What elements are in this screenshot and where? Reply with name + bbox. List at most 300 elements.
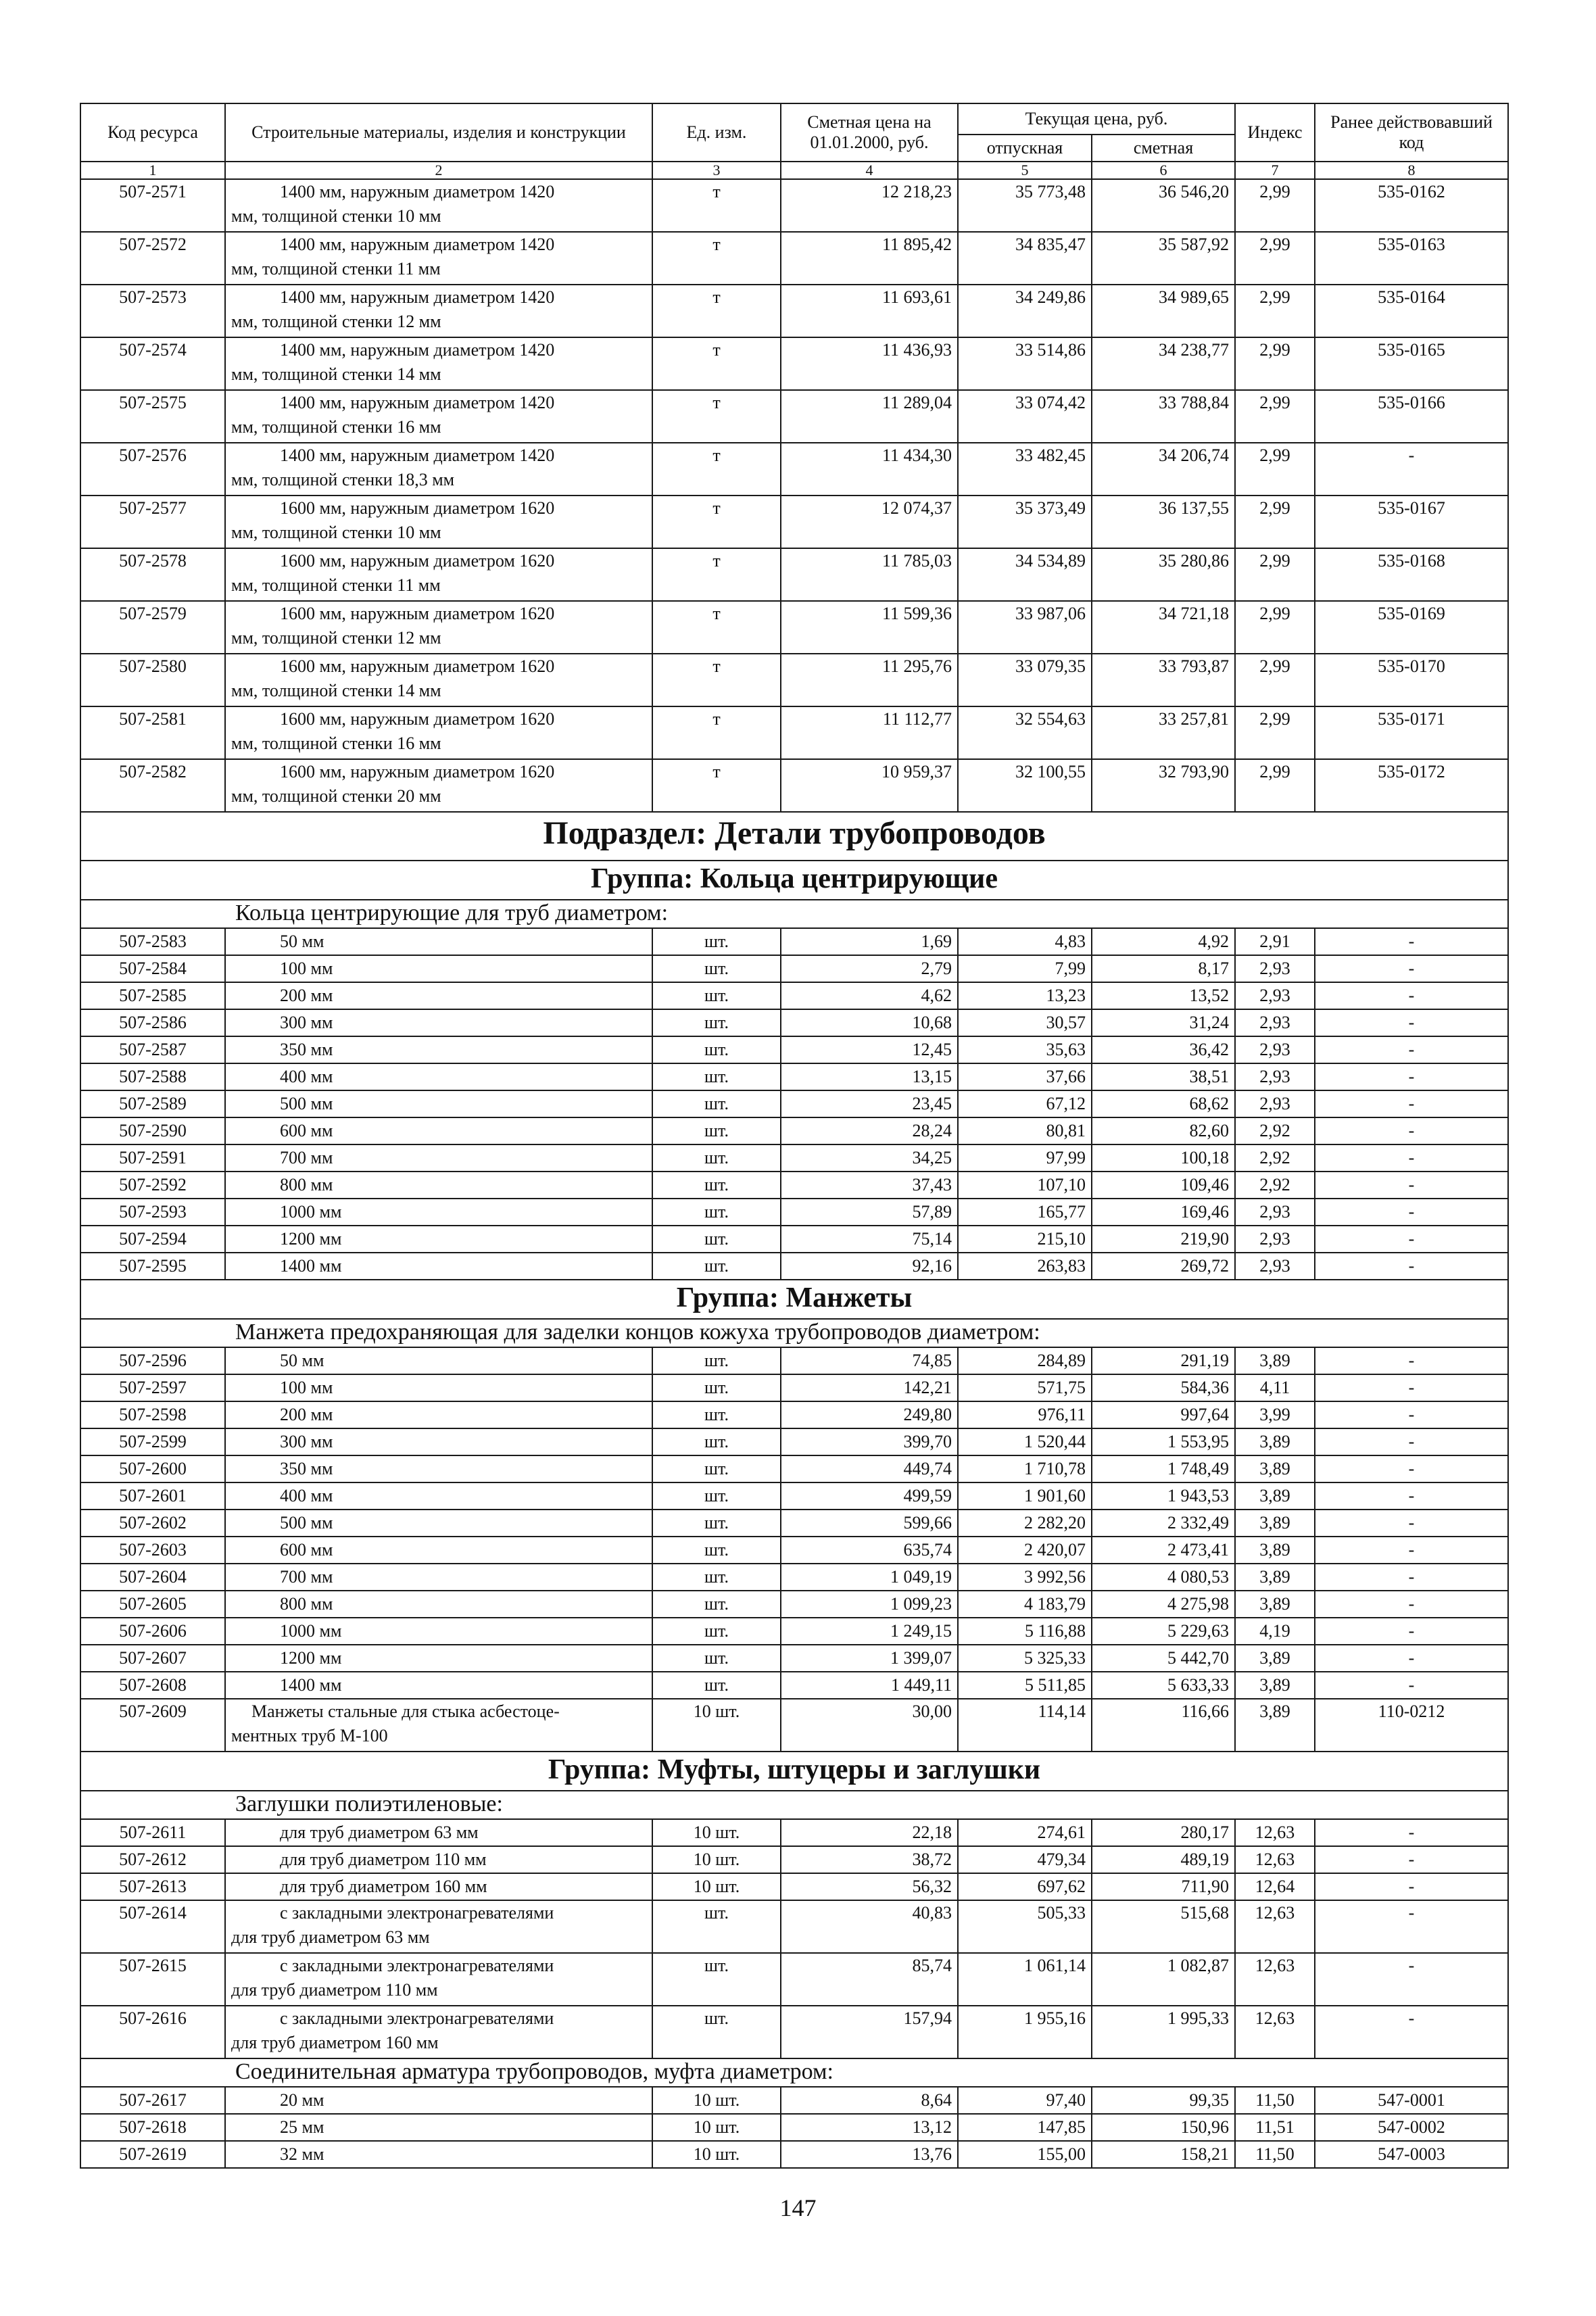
price-index: 11,50: [1235, 2087, 1315, 2114]
old-code: 535-0166: [1315, 390, 1508, 443]
wholesale-price: 5 116,88: [958, 1618, 1092, 1645]
old-code: -: [1315, 1090, 1508, 1117]
estimate-price: 33 793,87: [1092, 654, 1235, 706]
resource-name-line2: мм, толщиной стенки 12 мм: [231, 312, 441, 331]
estimate-price: 34 206,74: [1092, 443, 1235, 496]
table-row: [80, 1645, 1508, 1672]
estimate-price: 150,96: [1092, 2114, 1235, 2141]
table-header: [80, 103, 1508, 179]
table-row: [80, 1482, 1508, 1510]
price-index: 2,93: [1235, 1036, 1315, 1063]
price-index: 11,51: [1235, 2114, 1315, 2141]
resource-name: [225, 1428, 652, 1455]
price-index: 2,99: [1235, 601, 1315, 654]
base-price: 1 249,15: [781, 1618, 958, 1645]
column-number: 8: [1315, 162, 1508, 179]
price-index: 12,63: [1235, 2006, 1315, 2058]
resource-name-text: 1400 мм: [280, 1675, 342, 1695]
unit: т: [652, 337, 781, 390]
base-price: 11 289,04: [781, 390, 958, 443]
table-row: [80, 1428, 1508, 1455]
resource-name-text: 50 мм: [280, 932, 324, 951]
old-code: -: [1315, 1645, 1508, 1672]
resource-name-line1: с закладными электронагревателями: [280, 1956, 554, 1975]
table-row: [80, 1873, 1508, 1900]
table-row: [80, 2087, 1508, 2114]
estimate-price: 100,18: [1092, 1144, 1235, 1172]
base-price: 12,45: [781, 1036, 958, 1063]
wholesale-price: 7,99: [958, 955, 1092, 982]
price-index: 2,99: [1235, 706, 1315, 759]
resource-name-line2: мм, толщиной стенки 18,3 мм: [231, 470, 455, 489]
table-row: [80, 1117, 1508, 1144]
resource-name: [225, 1455, 652, 1482]
base-price: 85,74: [781, 1953, 958, 2006]
base-price: 11 434,30: [781, 443, 958, 496]
old-code: -: [1315, 1537, 1508, 1564]
table-row: [80, 496, 1508, 548]
table-row: [80, 337, 1508, 390]
resource-code: 507-2603: [80, 1537, 225, 1564]
resource-code: 507-2578: [80, 548, 225, 601]
resource-name: [225, 1672, 652, 1699]
price-index: 3,89: [1235, 1537, 1315, 1564]
old-code: -: [1315, 1063, 1508, 1090]
wholesale-price: 33 514,86: [958, 337, 1092, 390]
estimate-price: 32 793,90: [1092, 759, 1235, 812]
table-row: [80, 179, 1508, 232]
table-row: [80, 1144, 1508, 1172]
resource-name-text: 1200 мм: [280, 1648, 342, 1668]
wholesale-price: 479,34: [958, 1846, 1092, 1873]
resource-name-text: 500 мм: [280, 1513, 333, 1533]
resource-name: [225, 1482, 652, 1510]
resource-name: [225, 179, 652, 232]
resource-name: [225, 1226, 652, 1253]
unit: шт.: [652, 1063, 781, 1090]
resource-code: 507-2619: [80, 2141, 225, 2168]
price-index: 3,89: [1235, 1482, 1315, 1510]
price-index: 11,50: [1235, 2141, 1315, 2168]
base-price: 11 295,76: [781, 654, 958, 706]
wholesale-price: 215,10: [958, 1226, 1092, 1253]
old-code: -: [1315, 1618, 1508, 1645]
old-code: 535-0163: [1315, 232, 1508, 285]
resource-name: [225, 548, 652, 601]
wholesale-price: 976,11: [958, 1401, 1092, 1428]
base-price: 28,24: [781, 1117, 958, 1144]
price-index: 12,63: [1235, 1953, 1315, 2006]
price-index: 3,99: [1235, 1401, 1315, 1428]
unit: 10 шт.: [652, 1699, 781, 1752]
resource-name-line1: 1600 мм, наружным диаметром 1620: [280, 551, 555, 571]
resource-code: 507-2577: [80, 496, 225, 548]
unit: т: [652, 654, 781, 706]
wholesale-price: 114,14: [958, 1699, 1092, 1752]
wholesale-price: 155,00: [958, 2141, 1092, 2168]
resource-name-text: 100 мм: [280, 1378, 333, 1397]
resource-name: [225, 2006, 652, 2058]
table-row: [80, 1063, 1508, 1090]
price-table: [80, 103, 1509, 2169]
group-subtitle-row: [80, 2058, 1508, 2087]
group-subtitle-row: [80, 1791, 1508, 1819]
estimate-price: 515,68: [1092, 1900, 1235, 1953]
group-subtitle: Манжета предохраняющая для заделки концов кожуха трубопроводов диаметром:: [80, 1319, 1508, 1347]
price-index: 3,89: [1235, 1510, 1315, 1537]
estimate-price: 8,17: [1092, 955, 1235, 982]
resource-code: 507-2604: [80, 1564, 225, 1591]
price-index: 3,89: [1235, 1347, 1315, 1374]
resource-code: 507-2583: [80, 928, 225, 955]
resource-name: [225, 1900, 652, 1953]
unit: т: [652, 548, 781, 601]
group-title-row: [80, 1752, 1508, 1791]
price-index: 3,89: [1235, 1645, 1315, 1672]
wholesale-price: 1 955,16: [958, 2006, 1092, 2058]
resource-code: 507-2571: [80, 179, 225, 232]
table-row: [80, 1090, 1508, 1117]
resource-name-text: 32 мм: [280, 2144, 324, 2164]
resource-name: [225, 1253, 652, 1280]
resource-name: [225, 1618, 652, 1645]
base-price: 13,12: [781, 2114, 958, 2141]
unit: шт.: [652, 1482, 781, 1510]
base-price: 1,69: [781, 928, 958, 955]
base-price: 11 895,42: [781, 232, 958, 285]
old-code: -: [1315, 1846, 1508, 1873]
old-code: -: [1315, 1482, 1508, 1510]
base-price: 56,32: [781, 1873, 958, 1900]
base-price: 11 436,93: [781, 337, 958, 390]
wholesale-price: 1 520,44: [958, 1428, 1092, 1455]
price-index: 4,11: [1235, 1374, 1315, 1401]
table-row: [80, 285, 1508, 337]
price-index: 2,99: [1235, 285, 1315, 337]
estimate-price: 35 587,92: [1092, 232, 1235, 285]
old-code: -: [1315, 1253, 1508, 1280]
resource-code: 507-2584: [80, 955, 225, 982]
resource-name-line2: мм, толщиной стенки 20 мм: [231, 786, 441, 806]
old-code: 535-0167: [1315, 496, 1508, 548]
old-code: -: [1315, 1455, 1508, 1482]
price-index: 2,93: [1235, 1009, 1315, 1036]
unit: шт.: [652, 1953, 781, 2006]
old-code: -: [1315, 1819, 1508, 1846]
resource-code: 507-2587: [80, 1036, 225, 1063]
estimate-price: 36 137,55: [1092, 496, 1235, 548]
estimate-price: 13,52: [1092, 982, 1235, 1009]
estimate-price: 36 546,20: [1092, 179, 1235, 232]
unit: шт.: [652, 1645, 781, 1672]
estimate-price: 34 989,65: [1092, 285, 1235, 337]
base-price: 11 693,61: [781, 285, 958, 337]
wholesale-price: 107,10: [958, 1172, 1092, 1199]
base-price: 2,79: [781, 955, 958, 982]
estimate-price: 109,46: [1092, 1172, 1235, 1199]
base-price: 1 099,23: [781, 1591, 958, 1618]
unit: шт.: [652, 1253, 781, 1280]
base-price: 399,70: [781, 1428, 958, 1455]
resource-name-line2: для труб диаметром 110 мм: [231, 1980, 438, 2000]
base-price: 23,45: [781, 1090, 958, 1117]
resource-name-text: 200 мм: [280, 1405, 333, 1424]
wholesale-price: 33 074,42: [958, 390, 1092, 443]
estimate-price: 169,46: [1092, 1199, 1235, 1226]
header-name: Строительные материалы, изделия и конструкции: [225, 103, 652, 162]
column-number: 5: [958, 162, 1092, 179]
wholesale-price: 2 420,07: [958, 1537, 1092, 1564]
resource-name-line1: 1600 мм, наружным диаметром 1620: [280, 762, 555, 781]
group-subtitle-row: [80, 1319, 1508, 1347]
base-price: 142,21: [781, 1374, 958, 1401]
resource-name-line1: 1400 мм, наружным диаметром 1420: [280, 445, 555, 465]
unit: т: [652, 706, 781, 759]
resource-name-text: 800 мм: [280, 1175, 333, 1195]
base-price: 12 218,23: [781, 179, 958, 232]
price-index: 3,89: [1235, 1455, 1315, 1482]
resource-code: 507-2611: [80, 1819, 225, 1846]
table-row: [80, 759, 1508, 812]
wholesale-price: 13,23: [958, 982, 1092, 1009]
unit: шт.: [652, 1401, 781, 1428]
estimate-price: 158,21: [1092, 2141, 1235, 2168]
resource-name-line1: 1400 мм, наружным диаметром 1420: [280, 182, 555, 201]
estimate-price: 4,92: [1092, 928, 1235, 955]
resource-code: 507-2588: [80, 1063, 225, 1090]
resource-name-text: для труб диаметром 160 мм: [280, 1877, 487, 1896]
resource-code: 507-2597: [80, 1374, 225, 1401]
table-row: [80, 232, 1508, 285]
resource-name: [225, 982, 652, 1009]
price-index: 2,93: [1235, 1090, 1315, 1117]
resource-code: 507-2617: [80, 2087, 225, 2114]
wholesale-price: 5 325,33: [958, 1645, 1092, 1672]
resource-name: [225, 2114, 652, 2141]
unit: т: [652, 232, 781, 285]
unit: шт.: [652, 1591, 781, 1618]
price-index: 2,92: [1235, 1172, 1315, 1199]
price-index: 2,99: [1235, 179, 1315, 232]
resource-name-line1: 1400 мм, наружным диаметром 1420: [280, 287, 555, 307]
estimate-price: 219,90: [1092, 1226, 1235, 1253]
resource-name-text: для труб диаметром 63 мм: [280, 1823, 479, 1842]
base-price: 249,80: [781, 1401, 958, 1428]
resource-name-line1: с закладными электронагревателями: [280, 2008, 554, 2028]
price-index: 12,63: [1235, 1846, 1315, 1873]
resource-code: 507-2575: [80, 390, 225, 443]
resource-name: [225, 1645, 652, 1672]
resource-name-text: 50 мм: [280, 1351, 324, 1370]
table-row: [80, 982, 1508, 1009]
estimate-price: 280,17: [1092, 1819, 1235, 1846]
old-code: 535-0169: [1315, 601, 1508, 654]
estimate-price: 35 280,86: [1092, 548, 1235, 601]
old-code: 535-0170: [1315, 654, 1508, 706]
old-code: -: [1315, 928, 1508, 955]
group-title: Группа: Манжеты: [80, 1280, 1508, 1319]
estimate-price: 5 229,63: [1092, 1618, 1235, 1645]
wholesale-price: 165,77: [958, 1199, 1092, 1226]
resource-name: [225, 1564, 652, 1591]
wholesale-price: 3 992,56: [958, 1564, 1092, 1591]
base-price: 4,62: [781, 982, 958, 1009]
base-price: 57,89: [781, 1199, 958, 1226]
wholesale-price: 505,33: [958, 1900, 1092, 1953]
wholesale-price: 80,81: [958, 1117, 1092, 1144]
price-index: 3,89: [1235, 1699, 1315, 1752]
resource-code: 507-2600: [80, 1455, 225, 1482]
resource-name-line2: мм, толщиной стенки 14 мм: [231, 681, 441, 700]
resource-name: [225, 1090, 652, 1117]
base-price: 34,25: [781, 1144, 958, 1172]
resource-name-text: 200 мм: [280, 986, 333, 1005]
unit: шт.: [652, 1537, 781, 1564]
section-title: Подраздел: Детали трубопроводов: [80, 812, 1508, 861]
resource-name: [225, 955, 652, 982]
old-code: -: [1315, 1564, 1508, 1591]
unit: 10 шт.: [652, 1819, 781, 1846]
table-body: [80, 179, 1508, 2168]
wholesale-price: 263,83: [958, 1253, 1092, 1280]
resource-name: [225, 232, 652, 285]
resource-name: [225, 601, 652, 654]
price-index: 2,99: [1235, 390, 1315, 443]
base-price: 75,14: [781, 1226, 958, 1253]
base-price: 1 399,07: [781, 1645, 958, 1672]
price-index: 4,19: [1235, 1618, 1315, 1645]
estimate-price: 711,90: [1092, 1873, 1235, 1900]
old-code: -: [1315, 1117, 1508, 1144]
resource-code: 507-2592: [80, 1172, 225, 1199]
column-number: 1: [80, 162, 225, 179]
header-old-code: Ранее действовавший код: [1315, 103, 1508, 162]
table-row: [80, 1699, 1508, 1752]
resource-code: 507-2613: [80, 1873, 225, 1900]
base-price: 74,85: [781, 1347, 958, 1374]
base-price: 11 599,36: [781, 601, 958, 654]
table-row: [80, 955, 1508, 982]
wholesale-price: 32 554,63: [958, 706, 1092, 759]
table-row: [80, 654, 1508, 706]
base-price: 13,15: [781, 1063, 958, 1090]
table-row: [80, 1591, 1508, 1618]
header-wholesale: отпускная: [958, 135, 1092, 162]
unit: 10 шт.: [652, 2114, 781, 2141]
header-index: Индекс: [1235, 103, 1315, 162]
unit: шт.: [652, 1117, 781, 1144]
estimate-price: 1 943,53: [1092, 1482, 1235, 1510]
resource-name: [225, 2141, 652, 2168]
wholesale-price: 284,89: [958, 1347, 1092, 1374]
unit: т: [652, 443, 781, 496]
resource-name-text: 25 мм: [280, 2117, 324, 2137]
base-price: 157,94: [781, 2006, 958, 2058]
resource-name-line2: мм, толщиной стенки 16 мм: [231, 417, 441, 437]
base-price: 449,74: [781, 1455, 958, 1482]
price-index: 2,93: [1235, 1199, 1315, 1226]
resource-code: 507-2608: [80, 1672, 225, 1699]
old-code: -: [1315, 1900, 1508, 1953]
estimate-price: 31,24: [1092, 1009, 1235, 1036]
resource-code: 507-2618: [80, 2114, 225, 2141]
group-subtitle-row: [80, 900, 1508, 928]
resource-code: 507-2589: [80, 1090, 225, 1117]
table-row: [80, 2141, 1508, 2168]
wholesale-price: 67,12: [958, 1090, 1092, 1117]
column-number: 4: [781, 162, 958, 179]
wholesale-price: 147,85: [958, 2114, 1092, 2141]
wholesale-price: 274,61: [958, 1819, 1092, 1846]
estimate-price: 1 082,87: [1092, 1953, 1235, 2006]
base-price: 37,43: [781, 1172, 958, 1199]
group-subtitle: Кольца центрирующие для труб диаметром:: [80, 900, 1508, 928]
resource-name-text: для труб диаметром 110 мм: [280, 1850, 487, 1869]
resource-name-line1: 1400 мм, наружным диаметром 1420: [280, 393, 555, 412]
resource-name-text: 1200 мм: [280, 1229, 342, 1249]
resource-name-text: 700 мм: [280, 1148, 333, 1167]
resource-code: 507-2601: [80, 1482, 225, 1510]
resource-name-text: 1000 мм: [280, 1202, 342, 1222]
estimate-price: 36,42: [1092, 1036, 1235, 1063]
old-code: -: [1315, 1591, 1508, 1618]
old-code: -: [1315, 1036, 1508, 1063]
wholesale-price: 1 061,14: [958, 1953, 1092, 2006]
resource-name-text: 20 мм: [280, 2090, 324, 2110]
estimate-price: 68,62: [1092, 1090, 1235, 1117]
base-price: 92,16: [781, 1253, 958, 1280]
wholesale-price: 697,62: [958, 1873, 1092, 1900]
unit: шт.: [652, 1900, 781, 1953]
old-code: 535-0172: [1315, 759, 1508, 812]
wholesale-price: 35 773,48: [958, 179, 1092, 232]
wholesale-price: 37,66: [958, 1063, 1092, 1090]
resource-name-line1: 1600 мм, наружным диаметром 1620: [280, 656, 555, 676]
resource-name: [225, 1699, 652, 1752]
table-row: [80, 1172, 1508, 1199]
resource-name-text: 400 мм: [280, 1486, 333, 1505]
resource-name-line1: Манжеты стальные для стыка асбестоце-: [251, 1702, 560, 1721]
old-code: -: [1315, 1953, 1508, 2006]
base-price: 635,74: [781, 1537, 958, 1564]
old-code: 547-0001: [1315, 2087, 1508, 2114]
price-index: 3,89: [1235, 1672, 1315, 1699]
header-unit: Ед. изм.: [652, 103, 781, 162]
resource-code: 507-2593: [80, 1199, 225, 1226]
price-index: 2,99: [1235, 548, 1315, 601]
unit: шт.: [652, 1009, 781, 1036]
resource-name: [225, 337, 652, 390]
estimate-price: 489,19: [1092, 1846, 1235, 1873]
table-row: [80, 390, 1508, 443]
resource-name: [225, 759, 652, 812]
table-row: [80, 1672, 1508, 1699]
resource-name-text: 350 мм: [280, 1040, 333, 1059]
wholesale-price: 34 534,89: [958, 548, 1092, 601]
wholesale-price: 30,57: [958, 1009, 1092, 1036]
resource-name-text: 300 мм: [280, 1432, 333, 1451]
resource-name: [225, 1172, 652, 1199]
resource-name: [225, 1347, 652, 1374]
group-subtitle: Заглушки полиэтиленовые:: [80, 1791, 1508, 1819]
unit: т: [652, 601, 781, 654]
old-code: -: [1315, 955, 1508, 982]
table-row: [80, 1537, 1508, 1564]
column-number: 7: [1235, 162, 1315, 179]
resource-name-line2: для труб диаметром 160 мм: [231, 2033, 439, 2052]
resource-name-line2: мм, толщиной стенки 10 мм: [231, 206, 441, 226]
unit: шт.: [652, 1510, 781, 1537]
